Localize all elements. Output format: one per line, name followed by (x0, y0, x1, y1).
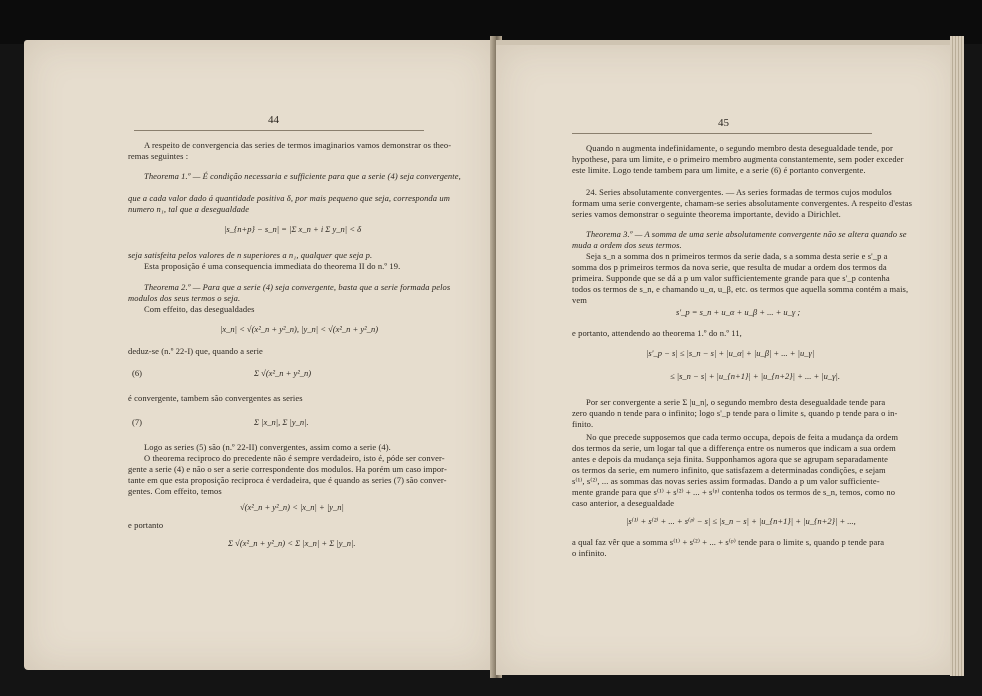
left-page (24, 40, 494, 670)
formula: |s_{n+p} − s_n| = |Σ x_n + i Σ y_n| < δ (224, 224, 362, 234)
text-line: Por ser convergente a serie Σ |u_n|, o segundo membro desta desegualdade tende para (586, 397, 886, 407)
text-line: remas seguintes : (128, 151, 189, 161)
text-line: formam uma serie convergente, chamam-se series absolutamente convergentes. A respeito d'estas (572, 198, 913, 208)
text-line: somma dos p primeiros termos da nova serie, que resulta de mudar a ordem dos termos da (572, 262, 887, 272)
page-edges (950, 36, 964, 676)
text-line: A respeito de convergencia das series de termos imaginarios vamos demonstrar os theo- (144, 140, 452, 150)
text-line: todos os termos de s_n, e chamando u_α, u_β, etc. os termos que aquella somma contém a mais, (572, 284, 909, 294)
text-line: Com effeito, das desegualdades (144, 304, 255, 314)
text-line: vem (572, 295, 587, 305)
text-line: é convergente, tambem são convergentes as series (128, 393, 303, 403)
text-line: modulos dos seus termos o seja. (128, 293, 241, 303)
text-line: O theorema reciproco do precedente não é sempre verdadeiro, isto é, póde ser conver- (144, 453, 445, 463)
page-number-right: 45 (718, 117, 729, 129)
text-line: No que precede supposemos que cada termo occupa, depois de feita a mudança da ordem (586, 432, 899, 442)
header-rule-right (572, 133, 872, 134)
text-line: gente a serie (4) e não o ser a serie correspondente dos modulos. Ha porém um caso impor- (128, 464, 447, 474)
formula: |s⁽¹⁾ + s⁽²⁾ + ... + s⁽ᵖ⁾ − s| ≤ |s_n − s| + |u_{n+1}| + |u_{n+2}| + ..., (626, 516, 856, 526)
text-line: a qual faz vêr que a somma s⁽¹⁾ + s⁽²⁾ + ... + s⁽ᵖ⁾ tende para o limite s, quando p tende para (572, 537, 885, 547)
formula: Σ √(x²_n + y²_n) < Σ |x_n| + Σ |y_n|. (228, 538, 356, 548)
formula: √(x²_n + y²_n) < |x_n| + |y_n| (240, 502, 344, 512)
text-line: este limite. Logo tende tambem para um limite, e a serie (6) é portanto convergente. (572, 165, 866, 175)
text-line: seja satisfeita pelos valores de n superiores a n₁, qualquer que seja p. (128, 250, 373, 260)
text-line: caso anterior, a desegualdade (572, 498, 675, 508)
formula: Σ |x_n|, Σ |y_n|. (254, 417, 309, 427)
theorem-heading: Theorema 3.º — A somma de uma serie absolutamente convergente não se altera quando se (586, 229, 907, 239)
text-line: e portanto, attendendo ao theorema 1.º do n.º 11, (572, 328, 742, 338)
text-line: o infinito. (572, 548, 607, 558)
text-line: gentes. Com effeito, temos (128, 486, 222, 496)
equation-label: (7) (132, 417, 142, 427)
text-line: deduz-se (n.º 22-I) que, quando a serie (128, 346, 263, 356)
theorem-heading: Theorema 2.º — Para que a serie (4) seja convergente, basta que a serie formada pelos (144, 282, 451, 292)
text-line: numero n₁, tal que a desegualdade (128, 204, 250, 214)
theorem-heading: Theorema 1.º — É condição necessaria e sufficiente para que a serie (4) seja convergente, (144, 171, 461, 181)
text-line: antes e depois da mudança seja finita. Supponhamos agora que se agrupam separadamente (572, 454, 889, 464)
equation-label: (6) (132, 368, 142, 378)
text-line: Quando n augmenta indefinidamente, o segundo membro desta desegualdade tende, por (586, 143, 893, 153)
text-line: hypothese, para um limite, e o primeiro membro augmenta constantemente, sem poder exceder (572, 154, 904, 164)
text-line: mente grande para que s⁽¹⁾ + s⁽²⁾ + ... + s⁽ᵖ⁾ contenha todos os termos de s_n, temos, como no (572, 487, 896, 497)
right-page (496, 40, 958, 675)
formula: Σ √(x²_n + y²_n) (254, 368, 312, 378)
page-number-left: 44 (268, 114, 279, 126)
text-line: s⁽¹⁾, s⁽²⁾, ... as sommas das novas series assim formadas. Dando a p um valor sufficiente- (572, 476, 880, 486)
text-line: series vamos demonstrar o seguinte theorema importante, devido a Dirichlet. (572, 209, 841, 219)
text-line: muda a ordem dos seus termos. (572, 240, 682, 250)
text-line: Esta proposição é uma consequencia immediata do theorema II do n.º 19. (144, 261, 401, 271)
text-line: primeira. Supponde que se dá a p um valor sufficientemente grande para que s'_p contenha (572, 273, 890, 283)
text-line: os termos da serie, em numero infinito, que satisfazem a determinadas condições, e sejam (572, 465, 886, 475)
text-line: que a cada valor dado á quantidade positiva δ, por mais pequeno que seja, corresponda um (128, 193, 450, 203)
section-heading: 24. Series absolutamente convergentes. — As series formadas de termos cujos modulos (586, 187, 892, 197)
formula: |x_n| < √(x²_n + y²_n), |y_n| < √(x²_n + y²_n) (220, 324, 379, 334)
text-line: Seja s_n a somma dos n primeiros termos da serie dada, s a somma desta serie e s'_p a (586, 251, 888, 261)
text-line: finito. (572, 419, 594, 429)
formula: ≤ |s_n − s| + |u_{n+1}| + |u_{n+2}| + ... + |u_γ|. (670, 371, 840, 381)
text-line: e portanto (128, 520, 164, 530)
formula: s'_p = s_n + u_α + u_β + ... + u_γ ; (676, 307, 801, 317)
text-line: tante em que esta proposição reciproca é verdadeira, que é quando as series (7) são conver- (128, 475, 447, 485)
text-line: dos termos da serie, um logar tal que a differença entre os numeros que indicam a sua ordem (572, 443, 896, 453)
formula: |s'_p − s| ≤ |s_n − s| + |u_α| + |u_β| + ... + |u_γ| (646, 348, 815, 358)
text-line: zero quando n tende para o infinito; logo s'_p tende para o limite s, quando p tende para o in- (572, 408, 898, 418)
header-rule-left (134, 130, 424, 131)
text-line: Logo as series (5) são (n.º 22-II) convergentes, assim como a serie (4). (144, 442, 391, 452)
